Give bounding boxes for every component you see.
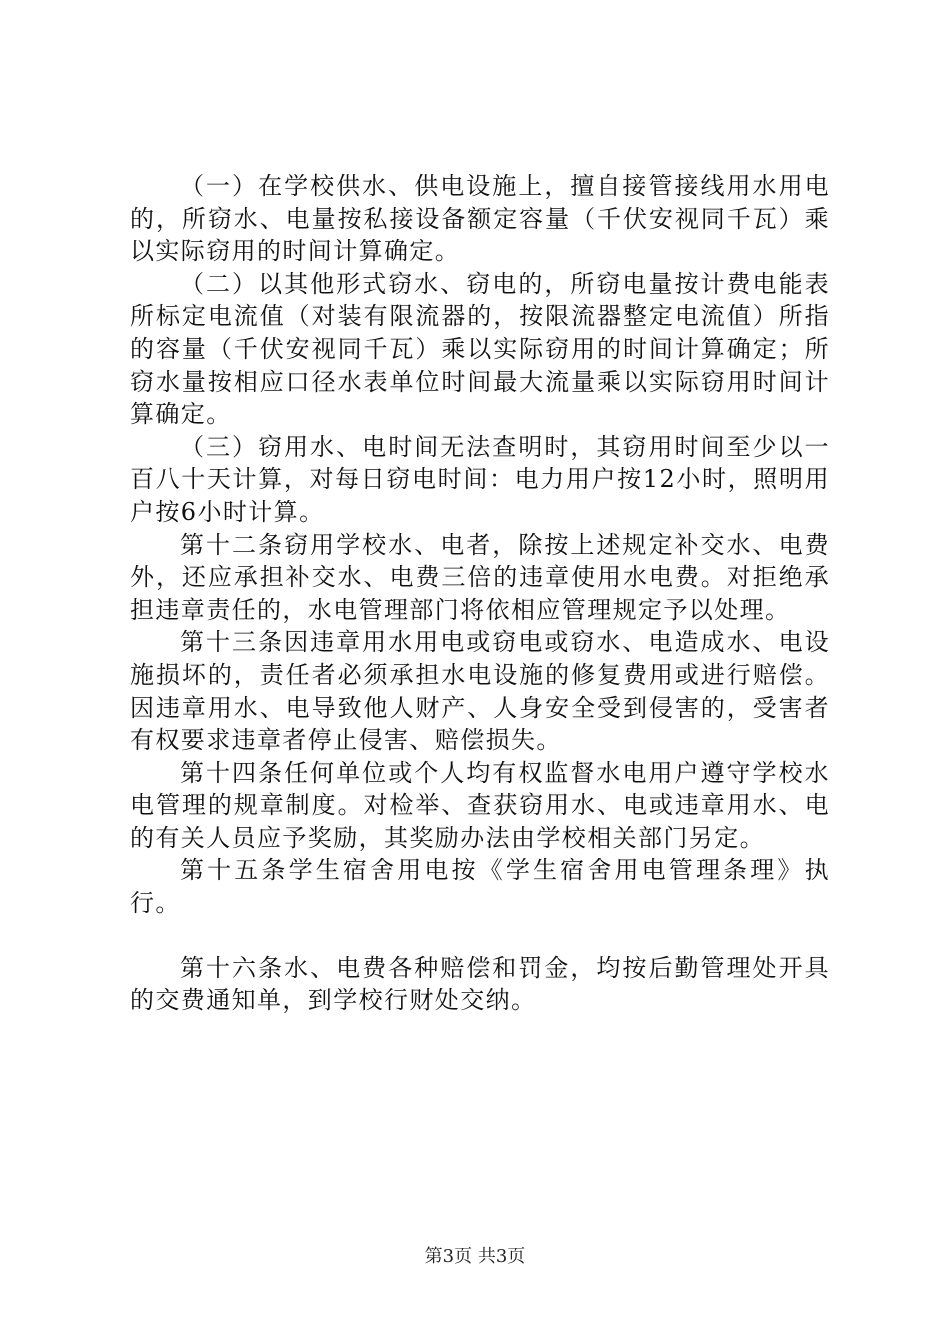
paragraph-article-13: 第十三条因违章用水用电或窃电或窃水、电造成水、电设施损坏的，责任者必须承担水电设施的修复费用或进行赔偿。因违章用水、电导致他人财产、人身安全受到侵害的，受害者有权要求违章者停止侵害、赔偿损失。 (130, 628, 830, 755)
paragraph-article-14: 第十四条任何单位或个人均有权监督水电用户遵守学校水电管理的规章制度。对检举、查获窃用水、电或违章用水、电的有关人员应予奖励，其奖励办法由学校相关部门另定。 (130, 758, 830, 852)
document-body (130, 170, 830, 1017)
paragraph-clause-2: （二）以其他形式窃水、窃电的，所窃电量按计费电能表所标定电流值（对装有限流器的，按限流器整定电流值）所指的容量（千伏安视同千瓦）乘以实际窃用的时间计算确定；所窃水量按相应口径水表单位时间最大流量乘以实际窃用时间计算确定。 (130, 269, 830, 429)
page-number-footer: 第3页 共3页 (424, 1246, 526, 1267)
paragraph-article-16: 第十六条水、电费各种赔偿和罚金，均按后勤管理处开具的交费通知单，到学校行财处交纳。 (130, 953, 830, 1015)
paragraph-clause-3: （三）窃用水、电时间无法查明时，其窃用时间至少以一百八十天计算，对每日窃电时间：电力用户按12小时，照明用户按6小时计算。 (130, 432, 830, 526)
paragraph-article-12: 第十二条窃用学校水、电者，除按上述规定补交水、电费外，还应承担补交水、电费三倍的违章使用水电费。对拒绝承担违章责任的，水电管理部门将依相应管理规定予以处理。 (130, 530, 830, 624)
paragraph-clause-1: （一）在学校供水、供电设施上，擅自接管接线用水用电的，所窃水、电量按私接设备额定容量（千伏安视同千瓦）乘以实际窃用的时间计算确定。 (130, 172, 830, 266)
paragraph-spacer (130, 920, 830, 952)
paragraph-article-15: 第十五条学生宿舍用电按《学生宿舍用电管理条理》执行。 (130, 856, 830, 918)
